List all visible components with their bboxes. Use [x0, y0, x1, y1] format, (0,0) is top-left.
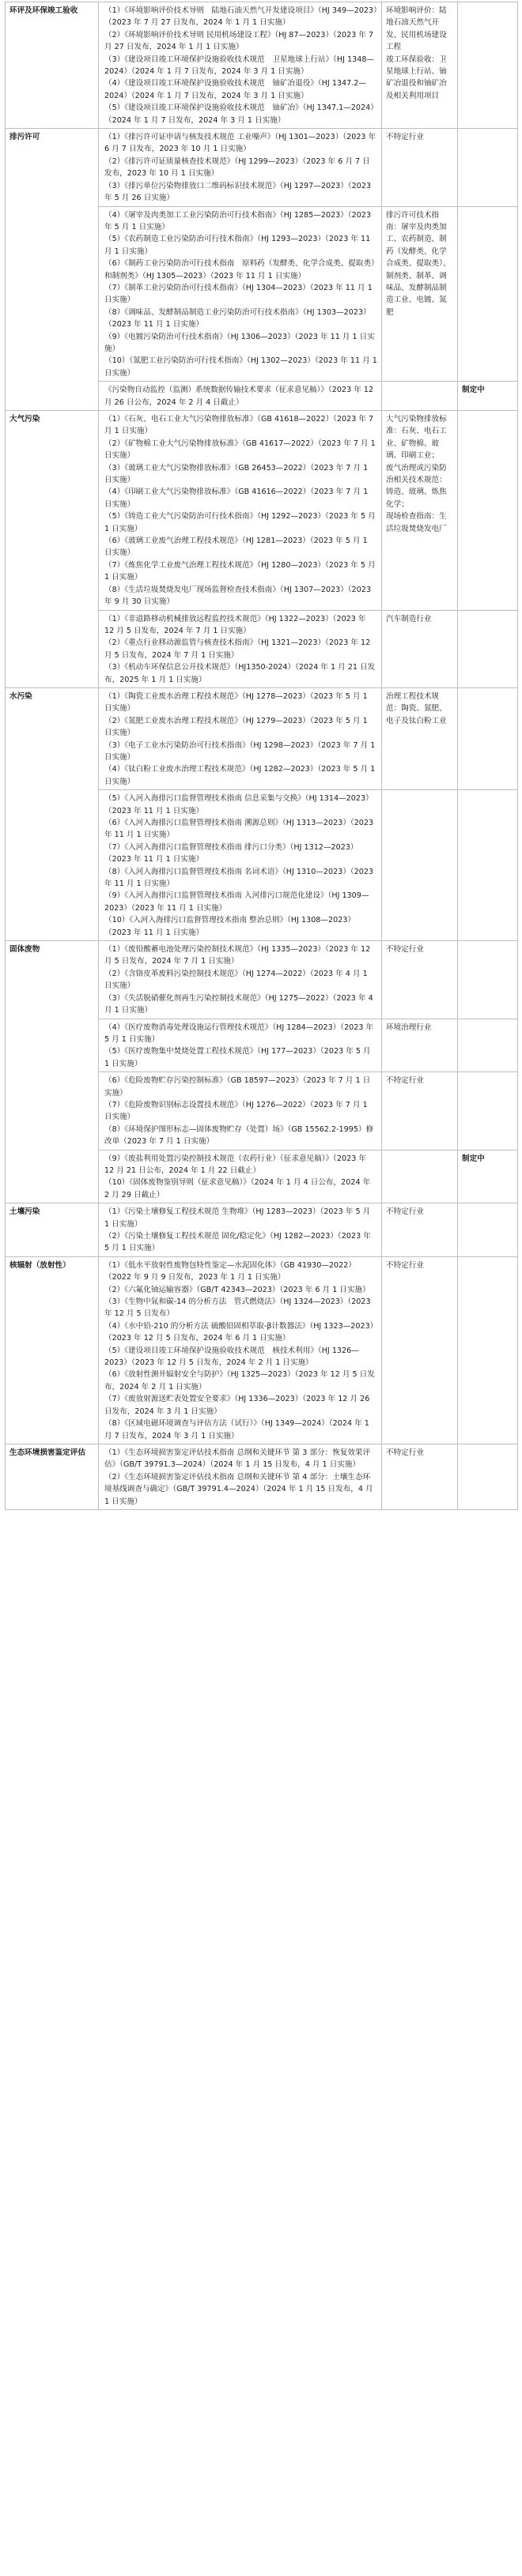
industry-text: 不特定行业: [386, 1260, 424, 1270]
status-cell: [458, 1203, 518, 1257]
standard-item: 《污染物自动监控（监测）系统数据传输技术要求（征求意见稿）》（2023 年 12 月 26 日公布，2024 年 2 月 4 日截止）: [104, 386, 374, 407]
standard-item: （2）《生态环境损害鉴定评估技术指南 总纲和关键环节 第 4 部分：土壤生态环境基线调查与确定》（GB/T 39791.4—2024）（2024 年 1 月 15 日发布，4 月 1 日实施）: [104, 1472, 373, 1506]
standard-item: （3）《生物中氚和碳-14 的分析方法 管式燃烧法》（HJ 1324—2023）（2023 年 12 月 5 日发布）: [104, 1297, 371, 1319]
standard-item: （5）《农药制造工业污染防治可行技术指南》（HJ 1293—2023）（2023 年 11 月 1 日实施）: [104, 235, 371, 256]
status-cell: [458, 129, 518, 206]
standards-table-body: [6, 2, 518, 1510]
standards-cell: [99, 2, 382, 129]
industry-cell: [382, 2, 458, 129]
industry-cell: [382, 1072, 458, 1150]
standard-item: （6）《玻璃工业废气治理工程技术规范》（HJ 1281—2023）（2023 年 5 月 1 日实施）: [104, 537, 368, 558]
standard-item: （4）《医疗废物消毒处理设施运行管理技术规范》（HJ 1284—2023）（2023 年 5 月 1 日实施）: [104, 1022, 374, 1044]
industry-cell: [382, 411, 458, 611]
standard-item: （5）《建设项目竣工环境保护设施验收技术规范 铀矿冶》（HJ 1347.1—2024）（2024 年 1 月 7 日发布，2024 年 3 月 1 日实施）: [104, 104, 374, 125]
standards-cell: [99, 941, 382, 1019]
industry-cell: [382, 206, 458, 382]
standard-item: （9）《入河入海排污口监督管理技术指南 入河排污口规范化建设》（HJ 1309—2023）（2023 年 11 月 1 日实施）: [104, 891, 369, 913]
standard-item: （2）《环境影响评价技术导则 民用机场建设工程》（HJ 87—2023）（2023 年 7 月 27 日发布，2024 年 1 月 1 日实施）: [104, 30, 374, 52]
table-row: [6, 129, 518, 206]
standard-item: （1）《废铅酸蓄电池处理污染控制技术规范》（HJ 1335—2023）（2023 年 12 月 5 日发布，2024 年 7 月 1 日实施）: [104, 945, 371, 966]
status-cell: [458, 1256, 518, 1444]
category-cell: 核辐射（放射性）: [6, 1256, 99, 1444]
standard-item: （8）《区域电磁环境调查与评估方法（试行）》（HJ 1349—2024）（2024 年 1 月 7 日发布，2024 年 3 月 1 日实施）: [104, 1419, 369, 1441]
standard-item: （7）《危险废物识别标志设置技术规范》（HJ 1276—2022）（2023 年 7 月 1 日实施）: [104, 1100, 368, 1122]
industry-text: 大气污染物排放标准：石灰、电石工业、矿物棉、玻璃、印刷工业；: [386, 415, 447, 461]
standards-cell: [99, 687, 382, 789]
category-cell: 固体废物: [6, 941, 99, 1203]
standard-item: （10）《固体废物鉴别导则（征求意见稿）》（2024 年 1 月 4 日公布，2024 年 2 月 29 日截止）: [104, 1178, 371, 1199]
industry-text: 不特定行业: [386, 1448, 424, 1457]
table-row: [6, 1444, 518, 1509]
standard-item: （1）《石灰、电石工业大气污染物排放标准》（GB 41618—2022）（2023 年 7 月 1 日实施）: [104, 415, 374, 436]
standards-cell: [99, 1019, 382, 1072]
standard-item: （3）《失活脱硝催化剂再生污染控制技术规范》（HJ 1275—2022）（2023 年 4 月 1 日实施）: [104, 993, 373, 1015]
standards-cell: [99, 1256, 382, 1444]
standard-item: （6）《放射性测井辐射安全与防护》（HJ 1325—2023）（2023 年 12 月 5 日发布，2024 年 2 月 1 日实施）: [104, 1370, 375, 1392]
standard-item: （8）《环境保护图形标志—固体废物贮存（处置）场》（GB 15562.2-1995）修改单（2023 年 7 月 1 日实施）: [104, 1124, 374, 1147]
standard-item: （2）《排污许可证质量核查技术规范》（HJ 1299—2023）（2023 年 6 月 7 日发布，2023 年 10 月 1 日实施）: [104, 156, 370, 179]
industry-text: 治理工程技术规范：陶瓷、氮肥、电子及钛白粉工业: [386, 691, 447, 725]
industry-cell: [382, 1150, 458, 1203]
industry-cell: [382, 610, 458, 687]
standard-item: （4）《建设项目竣工环境保护设施验收技术规范 铀矿冶退役》（HJ 1347.2—2024）（2024 年 1 月 7 日发布，2024 年 3 月 1 日实施）: [104, 79, 366, 100]
standards-cell: [99, 610, 382, 687]
status-cell: [458, 411, 518, 611]
standard-item: （8）《生活垃圾焚烧发电厂现场监督检查技术指南》（HJ 1307—2023）（2023 年 9 月 30 日实施）: [104, 585, 372, 607]
standards-cell: [99, 1072, 382, 1150]
industry-cell: [382, 790, 458, 941]
standards-cell: [99, 411, 382, 611]
standards-cell: [99, 790, 382, 941]
status-cell: [458, 790, 518, 941]
standard-item: （10）《入河入海排污口监督管理技术指南 整治总则》（HJ 1308—2023）（2023 年 11 月 1 日实施）: [104, 916, 356, 937]
standard-item: （4）《印刷工业大气污染物排放标准》（GB 41616—2022）（2023 年 7 月 1 日实施）: [104, 488, 369, 509]
category-cell: 土壤污染: [6, 1203, 99, 1257]
status-cell: [458, 687, 518, 789]
status-text: 制定中: [462, 386, 485, 395]
standard-item: （3）《机动车环保信息公开技术规范》（HJ1350-2024）（2024 年 1 月 21 日发布，2025 年 1 月 1 日实施）: [104, 663, 376, 684]
status-cell: [458, 1150, 518, 1203]
standard-item: （6）《危险废物贮存污染控制标准》（GB 18597—2023）（2023 年 7 月 1 日实施）: [104, 1076, 371, 1098]
standards-table: [5, 2, 518, 1510]
table-row: [6, 2, 518, 129]
industry-cell: [382, 941, 458, 1019]
industry-cell: [382, 1256, 458, 1444]
industry-text: 现场检查指南：生活垃圾焚烧发电厂: [386, 512, 447, 533]
industry-cell: [382, 382, 458, 411]
standard-item: （5）《医疗废物集中焚烧处置工程技术规范》（HJ 177—2023）（2023 年 5 月 1 日实施）: [104, 1047, 371, 1068]
standard-item: （2）《氮肥工业废水治理工程技术规范》（HJ 1279—2023）（2023 年 5 月 1 日实施）: [104, 716, 368, 738]
industry-cell: [382, 1444, 458, 1509]
standard-item: （1）《低水平放射性废物包特性鉴定—水泥固化体》（GB 41930—2022）（2022 年 9 月 9 日发布，2023 年 1 月 1 日实施）: [104, 1260, 356, 1282]
table-row: [6, 941, 518, 1019]
standard-item: （1）《非道路移动机械排放远程监控技术规范》（HJ 1322—2023）（2023 年 12 月 5 日发布，2024 年 7 月 1 日实施）: [104, 614, 366, 635]
standard-item: （1）《陶瓷工业废水治理工程技术规范》（HJ 1278—2023）（2023 年 5 月 1 日实施）: [104, 691, 368, 714]
status-cell: [458, 610, 518, 687]
status-cell: [458, 1072, 518, 1150]
standards-cell: [99, 206, 382, 382]
industry-text: 不特定行业: [386, 1076, 424, 1086]
standard-item: （1）《生态环境损害鉴定评估技术指南 总纲和关键环节 第 3 部分：恢复效果评估》（GB/T 39791.3—2024）（2024 年 1 月 15 日发布，4 月 1 日实施）: [104, 1448, 371, 1470]
standard-item: （6）《制药工业污染防治可行技术指南 原料药（发酵类、化学合成类、提取类）和制剂类》（HJ 1305—2023）（2023 年 11 月 1 日实施）: [104, 259, 375, 281]
status-cell: [458, 2, 518, 129]
standard-item: （2）《六氟化铀运输容器》（GB/T 42343—2023）（2023 年 6 月 1 日实施）: [104, 1285, 370, 1294]
standard-item: （6）《入河入海排污口监督管理技术指南 溯源总则》（HJ 1313—2023）（2023 年 11 月 1 日实施）: [104, 819, 374, 840]
standard-item: （5）《建设项目竣工环境保护设施验收技术规范 核技术利用》（HJ 1326—2023）（2023 年 12 月 5 日发布，2024 年 2 月 1 日实施）: [104, 1346, 359, 1368]
industry-text: 不特定行业: [386, 133, 424, 142]
category-cell: 水污染: [6, 687, 99, 940]
standard-item: （3）《玻璃工业大气污染物排放标准》（GB 26453—2022）（2023 年 7 月 1 日实施）: [104, 463, 369, 485]
industry-cell: [382, 1019, 458, 1072]
standard-item: （3）《建设项目竣工环境保护设施验收技术规范 卫星地球上行站》（HJ 1348—2024）（2024 年 1 月 7 日发布，2024 年 3 月 1 日实施）: [104, 55, 375, 77]
table-row: [6, 687, 518, 789]
table-row: [6, 1203, 518, 1257]
category-cell: 环评及环保竣工验收: [6, 2, 99, 129]
industry-cell: [382, 1203, 458, 1257]
standard-item: （8）《入河入海排污口监督管理技术指南 名词术语》（HJ 1310—2023）（2023 年 11 月 1 日实施）: [104, 867, 374, 889]
industry-text: 不特定行业: [386, 1207, 424, 1217]
status-cell: [458, 206, 518, 382]
standard-item: （9）《电镀污染防治可行技术指南》（HJ 1306—2023）（2023 年 11 月 1 日实施）: [104, 332, 375, 353]
standard-item: （1）《排污许可证申请与核发技术规范 工业噪声》（HJ 1301—2023）（2023 年 6 月 7 日发布，2023 年 10 月 1 日实施）: [104, 133, 376, 154]
industry-text: 废气治理或污染防治相关技术规范：铸造、玻璃、炼焦化学；: [386, 463, 447, 509]
standard-item: （2）《含铬皮革废料污染控制技术规范》（HJ 1274—2022）（2023 年 4 月 1 日实施）: [104, 969, 368, 991]
industry-cell: [382, 687, 458, 789]
standard-item: （2）《污染土壤修复工程技术规范 固化/稳定化》（HJ 1282—2023）（2023 年 5 月 1 日实施）: [104, 1232, 371, 1253]
table-row: [6, 411, 518, 611]
status-cell: [458, 941, 518, 1019]
standard-item: （4）《钛白粉工业废水治理工程技术规范》（HJ 1282—2023）（2023 年 5 月 1 日实施）: [104, 765, 376, 786]
standards-cell: [99, 382, 382, 411]
standards-cell: [99, 1150, 382, 1203]
industry-text: 竣工环保验收：卫星地球上行站、铀矿冶退役和铀矿冶及相关利用项目: [386, 55, 447, 100]
standard-item: （2）《重点行业移动源监管与核查技术指南》（HJ 1321—2023）（2023 年 12 月 5 日发布，2024 年 7 月 1 日实施）: [104, 638, 371, 660]
standard-item: （3）《排污单位污染物排放口二维码标识技术规范》（HJ 1297—2023）（2023 年 5 月 26 日实施）: [104, 181, 372, 203]
standards-cell: [99, 1203, 382, 1257]
standard-item: （5）《铸造工业大气污染防治可行技术指南》（HJ 1292—2023）（2023 年 5 月 1 日实施）: [104, 512, 376, 533]
standard-item: （5）《入河入海排污口监督管理技术指南 信息采集与交换》（HJ 1314—2023）（2023 年 11 月 1 日实施）: [104, 794, 373, 815]
industry-text: 排污许可技术指南：屠宰及肉类加工、农药制造、制药（发酵类、化学合成类、提取类）、制剂类、制革、调味品、发酵制品制造工业、电镀、氮肥: [386, 210, 451, 317]
industry-text: 汽车制造行业: [386, 614, 432, 623]
standard-item: （7）《炼焦化学工业废气治理工程技术规范》（HJ 1280—2023）（2023 年 5 月 1 日实施）: [104, 560, 376, 582]
status-cell: [458, 382, 518, 411]
category-cell: 排污许可: [6, 129, 99, 411]
table-row: [6, 1256, 518, 1444]
industry-text: 环境影响评价：陆地石油天然气开发、民用机场建设工程: [386, 6, 447, 52]
industry-cell: [382, 129, 458, 206]
standard-item: （4）《水中铅-210 的分析方法 硫酸铅固相萃取-β计数器法》（HJ 1323—2023）（2023 年 12 月 5 日发布，2024 年 6 月 1 日实施）: [104, 1321, 374, 1343]
standard-item: （7）《入河入海排污口监督管理技术指南 排污口分类》（HJ 1312—2023）（2023 年 11 月 1 日实施）: [104, 842, 358, 864]
standard-item: （9）《废盐利用处置污染控制技术规范（农药行业）（征求意见稿）》（2023 年 12 月 21 日公布，2024 年 1 月 22 日截止）: [104, 1154, 366, 1175]
standard-item: （7）《废放射源送贮表处置安全要求》（HJ 1336—2023）（2023 年 12 月 26 日发布，2024 年 3 月 1 日实施）: [104, 1395, 370, 1416]
standard-item: （7）《制革工业污染防治可行技术指南》（HJ 1304—2023）（2023 年 11 月 1 日实施）: [104, 283, 373, 305]
standard-item: （2）《矿物棉工业大气污染物排放标准》（GB 41617—2022）（2023 年 7 月 1 日实施）: [104, 439, 376, 461]
status-text: 制定中: [462, 1154, 485, 1163]
status-cell: [458, 1444, 518, 1509]
industry-text: 不特定行业: [386, 945, 424, 955]
standard-item: （3）《电子工业水污染防治可行技术指南》（HJ 1298—2023）（2023 年 7 月 1 日实施）: [104, 740, 376, 762]
standard-item: （4）《屠宰及肉类加工工业污染防治可行技术指南》（HJ 1285—2023）（2023 年 5 月 1 日实施）: [104, 210, 372, 232]
standard-item: （1）《环境影响评价技术导则 陆地石油天然气开发建设项目》（HJ 349—2023）（2023 年 7 月 27 日发布，2024 年 1 月 1 日实施）: [104, 6, 377, 28]
standard-item: （1）《污染土壤修复工程技术规范 生物堆》（HJ 1283—2023）（2023 年 5 月 1 日实施）: [104, 1207, 371, 1229]
status-cell: [458, 1019, 518, 1072]
standard-item: （10）《氮肥工业污染防治可行技术指南》（HJ 1302—2023）（2023 年 11 月 1 日实施）: [104, 356, 377, 378]
category-cell: 大气污染: [6, 411, 99, 688]
standards-cell: [99, 1444, 382, 1509]
industry-text: 环境治理行业: [386, 1022, 432, 1032]
standards-cell: [99, 129, 382, 206]
category-cell: 生态环境损害鉴定评估: [6, 1444, 99, 1509]
standard-item: （8）《调味品、发酵制品制造工业污染防治可行技术指南》（HJ 1303—2023）（2023 年 11 月 1 日实施）: [104, 307, 371, 330]
